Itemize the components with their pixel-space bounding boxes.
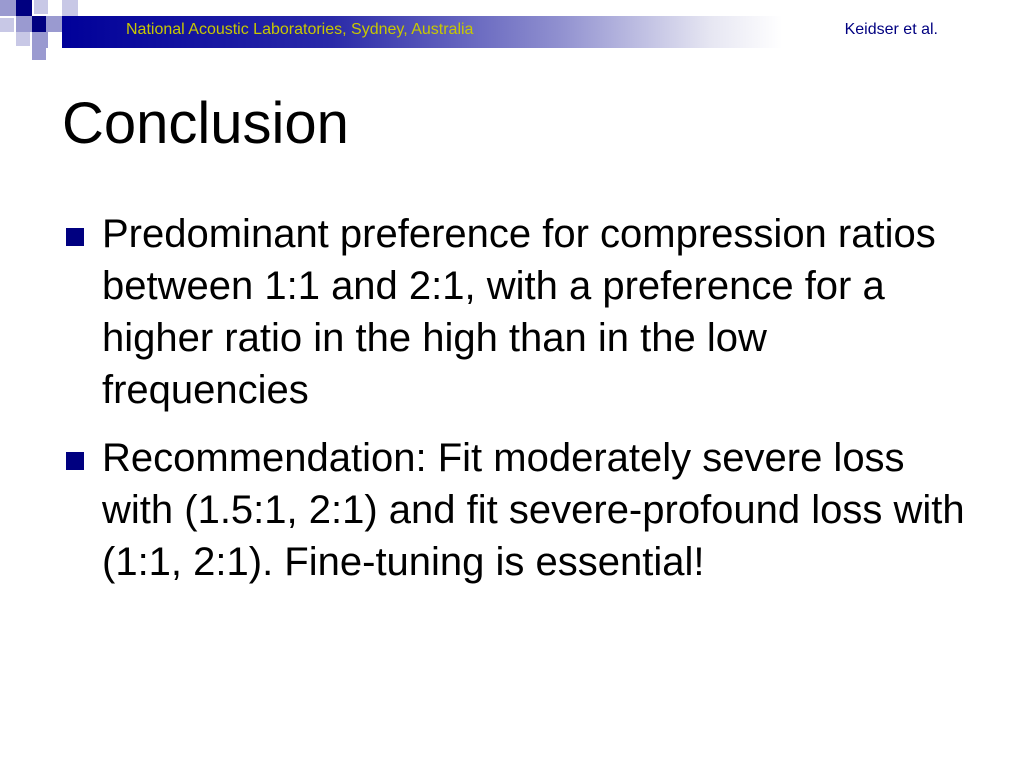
header-author: Keidser et al. [844, 21, 938, 38]
slide-title: Conclusion [62, 91, 349, 156]
bullet-item [62, 432, 982, 588]
bullet-list [62, 208, 982, 604]
bullet-text: Predominant preference for compression ratios between 1:1 and 2:1, with a preference for a higher ratio in the high than in the low frequencies [102, 212, 936, 412]
header-organization: National Acoustic Laboratories, Sydney, Australia [126, 21, 474, 38]
square-bullet-icon [66, 228, 84, 246]
bullet-item [62, 208, 982, 416]
square-bullet-icon [66, 452, 84, 470]
bullet-text: Recommendation: Fit moderately severe loss with (1.5:1, 2:1) and fit severe-profound loss with (1:1, 2:1). Fine-tuning is essential! [102, 436, 965, 584]
